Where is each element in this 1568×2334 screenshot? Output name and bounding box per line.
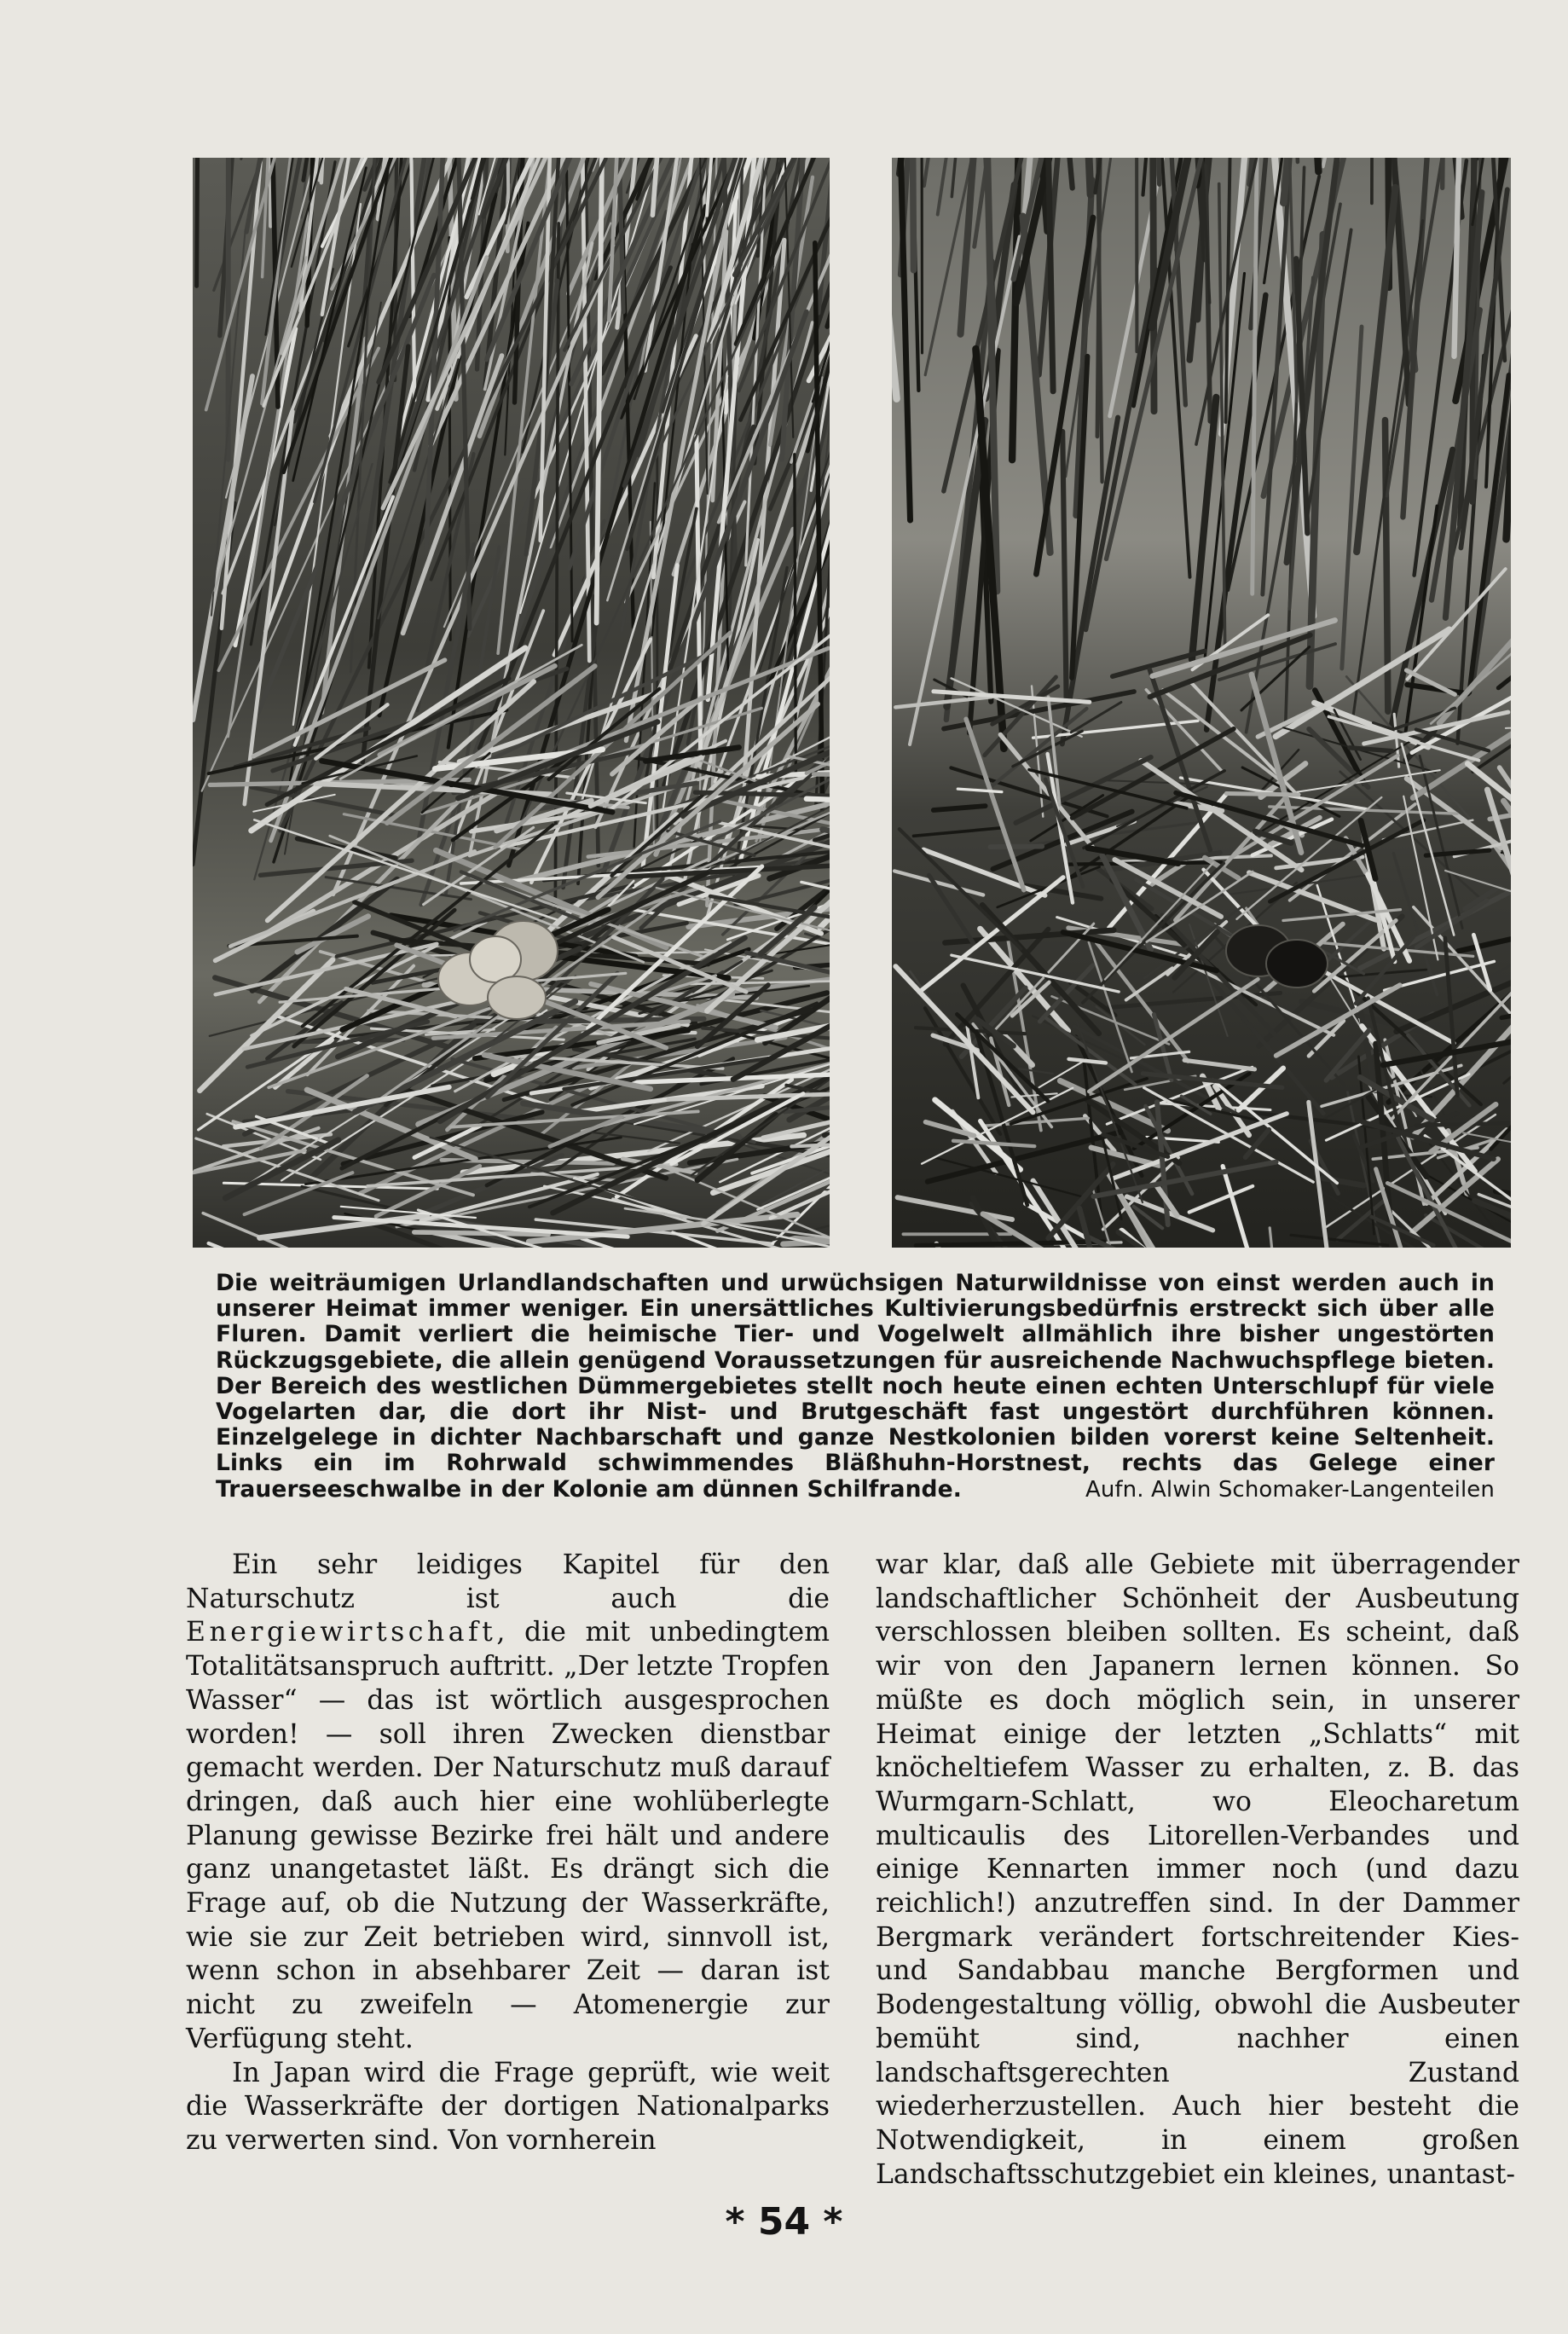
paragraph-energy-text-b: , die mit unbedingtem Totalitätsanspruch auftritt. „Der letzte Tropfen Wasser“ — das ist wörtlich ausgesprochen worden! — soll ihren Zwecken dienstbar gemacht werden. Der Naturschutz muß darauf dringen, daß auch hier eine wohlüberlegte Planung gewisse Bezirke frei hält und andere ganz unangetastet läßt. Es drängt sich die Frage auf, ob die Nutzung der Wasserkräfte, wie sie zur Zeit betrieben wird, sinnvoll ist, wenn schon in absehbarer Zeit — daran ist nicht zu zweifeln — Atomenergie zur Verfügung steht. <box>186 1617 830 2054</box>
photo-caption <box>216 1271 1495 1503</box>
reed-bed-dark-eggs-photo <box>892 158 1511 1248</box>
photo-texture-stroke <box>795 455 796 784</box>
photo-right-drawing <box>892 158 1511 1248</box>
paragraph-continued: war klar, daß alle Gebiete mit überragender landschaftlicher Schönheit der Ausbeutung verschlossen bleiben sollten. Es scheint, daß wir von den Japanern lernen können. So müßte es doch möglich sein, in unserer Heimat einige der letzten „Schlatts“ mit knöcheltiefem Wasser zu erhalten, z. B. das Wurmgarn-Schlatt, wo Eleocharetum multicaulis des Litorellen-Verbandes und einige Kennarten immer noch (und dazu reichlich!) anzutreffen sind. In der Dammer Bergmark verändert fortschreitender Kies- und Sandabbau manche Bergformen und Bodengestaltung völlig, obwohl die Ausbeuter bemüht sind, nachher einen landschaftsgerechten Zustand wiederherzustellen. Auch hier besteht die Notwendigkeit, in einem großen Landschaftsschutzgebiet ein kleines, unantast- <box>876 1549 1519 2190</box>
photo-texture-stroke <box>1372 158 1373 203</box>
page-number: * 54 * <box>725 2200 843 2244</box>
photo-texture-stroke <box>1226 794 1299 795</box>
photo-texture-stroke <box>414 1232 548 1235</box>
paragraph-japan: In Japan wird die Frage geprüft, wie weit die Wasserkräfte der dortigen Nationalparks zu verwerten sind. Von vornherein <box>186 2057 830 2156</box>
reed-nest-eggs-photo <box>193 158 830 1248</box>
emphasized-term: Energiewirtschaft <box>186 1617 497 1648</box>
photo-texture-stroke <box>197 158 200 286</box>
paragraph-energy <box>186 1549 830 2057</box>
photo-texture-stroke <box>991 847 1043 848</box>
photo-left-drawing <box>193 158 830 1248</box>
caption-text: Die weiträumigen Urlandlandschaften und urwüchsigen Naturwildnisse von einst werden auch in unserer Heimat immer weniger. Ein unersättliches Kultivierungsbedürfnis erstreckt sich über alle Fluren. Damit verliert die heimische Tier- und Vogelwelt allmählich ihre bisher ungestörten Rückzugsgebiete, die allein genügend Voraussetzungen für ausreichende Nachwuchspflege bieten. Der Bereich des westlichen Dümmergebietes stellt noch heute einen echten Unterschlupf für viele Vogelarten dar, die dort ihr Nist- und Brutgeschäft fast ungestört durchführen können. Einzelgelege in dichter Nachbarschaft und ganze Nestkolonien bilden vorerst keine Seltenheit. Links ein im Rohrwald schwimmendes Bläßhuhn-Horstnest, rechts das Gelege einer Trauerseeschwalbe in der Kolonie am dünnen Schilfrande. <box>216 1270 1495 1503</box>
paragraph-energy-text-a: Ein sehr leidiges Kapitel für den Naturschutz ist auch die <box>186 1549 830 1614</box>
article-column-left <box>186 1549 830 2158</box>
photo-credit: Aufn. Alwin Schomaker-Langenteilen <box>1085 1476 1495 1503</box>
photo-texture-stroke <box>922 158 923 353</box>
photo-texture-stroke <box>912 158 914 270</box>
photo-texture-stroke <box>449 238 450 640</box>
article-column-right <box>876 1549 1519 2192</box>
photo-texture-stroke <box>814 774 830 775</box>
